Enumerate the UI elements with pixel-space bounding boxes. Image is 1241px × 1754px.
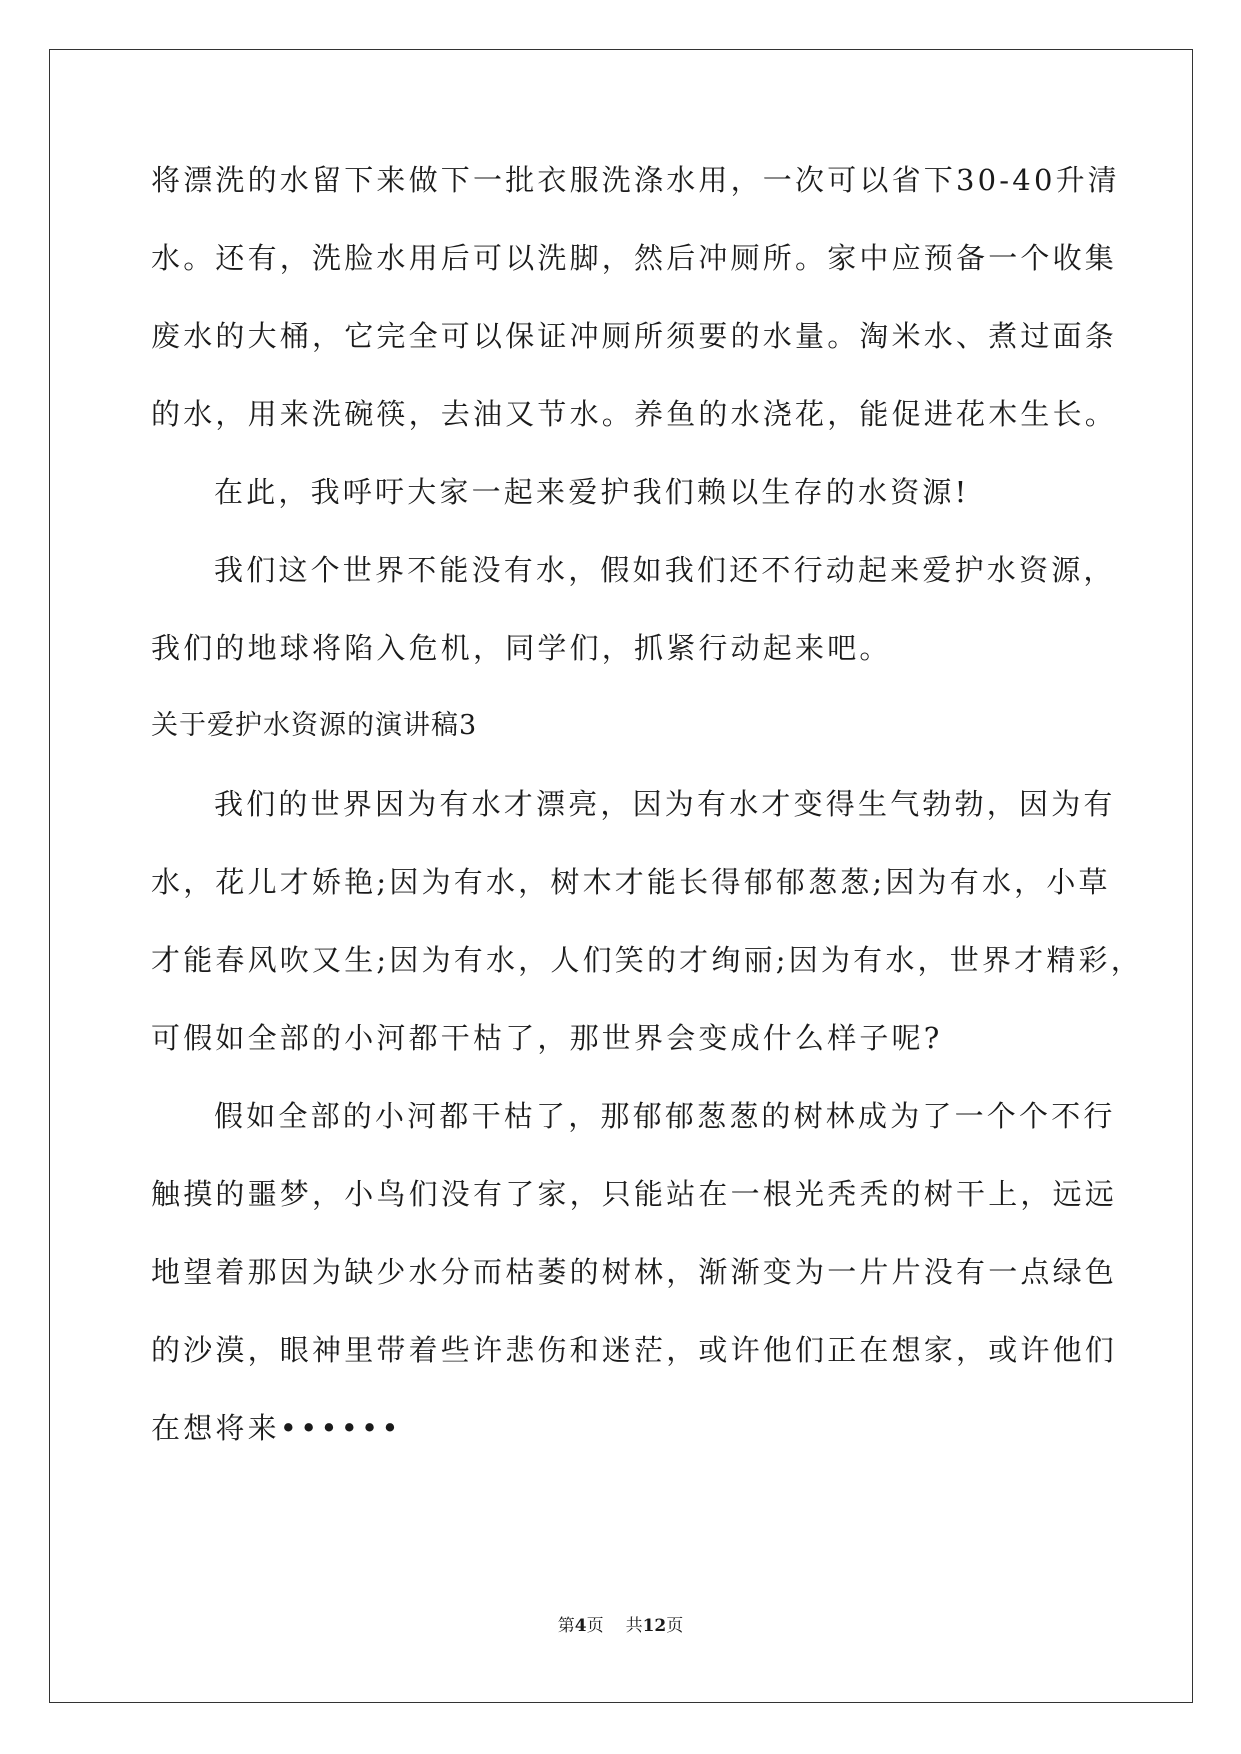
paragraph-line: 我们的地球将陷入危机，同学们，抓紧行动起来吧。 [151, 631, 892, 665]
paragraph-line: 将漂洗的水留下来做下一批衣服洗涤水用，一次可以省下30-40升清 [151, 163, 1121, 197]
paragraph-line: 的水，用来洗碗筷，去油又节水。养鱼的水浇花，能促进花木生长。 [151, 397, 1118, 431]
paragraph-line: 假如全部的小河都干枯了，那郁郁葱葱的树林成为了一个个不行 [214, 1099, 1116, 1133]
footer-total-prefix: 共 [625, 1616, 643, 1636]
footer-page-prefix: 第 [557, 1616, 575, 1636]
footer-page-number: 4 [574, 1616, 587, 1636]
paragraph-line: 我们的世界因为有水才漂亮，因为有水才变得生气勃勃，因为有 [214, 787, 1116, 821]
paragraph-line: 触摸的噩梦，小鸟们没有了家，只能站在一根光秃秃的树干上，远远 [151, 1177, 1118, 1211]
paragraph-line: 在想将来•••••• [151, 1411, 402, 1445]
page-footer [0, 1614, 1241, 1638]
paragraph-line: 在此，我呼吁大家一起来爱护我们赖以生存的水资源! [214, 475, 970, 509]
paragraph-line: 废水的大桶，它完全可以保证冲厕所须要的水量。淘米水、煮过面条 [151, 319, 1118, 353]
section-heading: 关于爱护水资源的演讲稿3 [151, 710, 478, 741]
footer-total-suffix: 页 [666, 1616, 684, 1636]
paragraph-line: 才能春风吹又生;因为有水，人们笑的才绚丽;因为有水，世界才精彩， [151, 943, 1143, 977]
paragraph-line: 水。还有，洗脸水用后可以洗脚，然后冲厕所。家中应预备一个收集 [151, 241, 1118, 275]
paragraph-line: 地望着那因为缺少水分而枯萎的树林，渐渐变为一片片没有一点绿色 [151, 1255, 1118, 1289]
footer-total-pages: 12 [642, 1616, 667, 1636]
paragraph-line: 水，花儿才娇艳;因为有水，树木才能长得郁郁葱葱;因为有水，小草 [151, 865, 1111, 899]
paragraph-line: 的沙漠，眼神里带着些许悲伤和迷茫，或许他们正在想家，或许他们 [151, 1333, 1118, 1367]
footer-page-suffix: 页 [586, 1616, 604, 1636]
paragraph-line: 我们这个世界不能没有水，假如我们还不行动起来爱护水资源， [214, 553, 1116, 587]
paragraph-line: 可假如全部的小河都干枯了，那世界会变成什么样子呢? [151, 1021, 943, 1055]
